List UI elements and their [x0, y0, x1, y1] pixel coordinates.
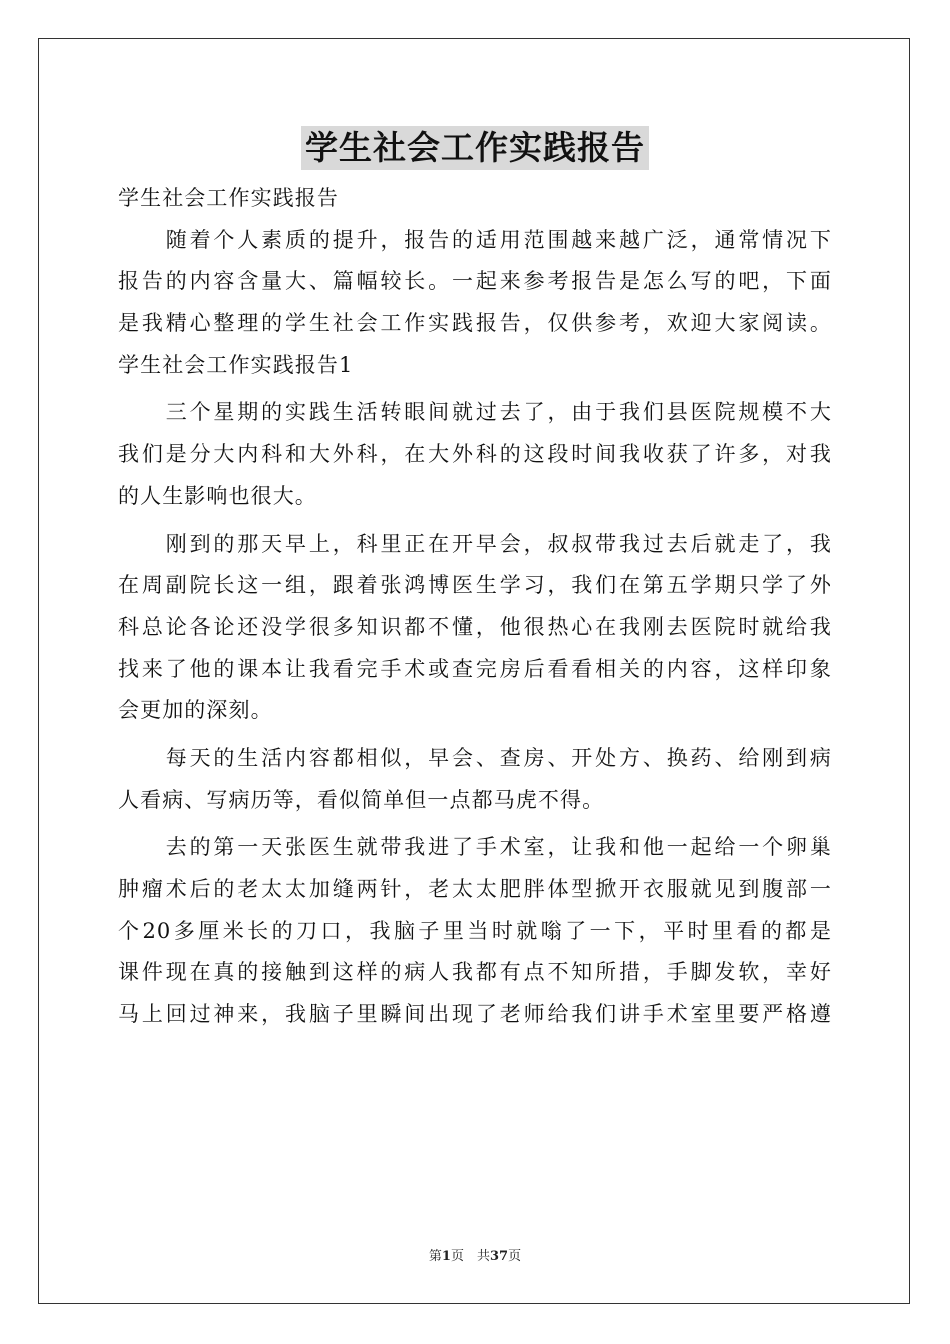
text-line: 报告的内容含量大、篇幅较长。一起来参考报告是怎么写的吧，下面 [118, 269, 832, 294]
footer-suffix: 页 [508, 1249, 522, 1264]
text-line: 找来了他的课本让我看完手术或查完房后看看相关的内容，这样印象 [118, 656, 832, 681]
text-line: 课件现在真的接触到这样的病人我都有点不知所措，手脚发软，幸好 [118, 960, 832, 985]
text-line: 是我精心整理的学生社会工作实践报告，仅供参考，欢迎大家阅读。 [118, 311, 832, 336]
footer-mid: 页 共 [450, 1249, 490, 1264]
text-line: 三个星期的实践生活转眼间就过去了，由于我们县医院规模不大 [118, 400, 832, 425]
title-container [0, 126, 950, 170]
paragraph-3 [118, 738, 832, 821]
text-line: 会更加的深刻。 [118, 698, 273, 723]
footer-prefix: 第 [428, 1249, 442, 1264]
paragraph-4 [118, 827, 832, 1035]
text-line: 肿瘤术后的老太太加缝两针，老太太肥胖体型掀开衣服就见到腹部一 [118, 877, 832, 901]
section-heading: 学生社会工作实践报告1 [118, 352, 354, 377]
text-line: 马上回过神来，我脑子里瞬间出现了老师给我们讲手术室里要严格遵 [118, 1002, 832, 1027]
text-line: 刚到的那天早上，科里正在开早会，叔叔带我过去后就走了，我 [118, 531, 832, 556]
subtitle: 学生社会工作实践报告 [118, 186, 339, 210]
text-line: 在周副院长这一组，跟着张鸿博医生学习，我们在第五学期只学了外 [118, 573, 832, 598]
paragraph-1 [118, 392, 832, 517]
page-total: 37 [489, 1249, 509, 1264]
paragraph-2 [118, 524, 832, 732]
text-line: 我们是分大内科和大外科，在大外科的这段时间我收获了许多，对我 [118, 442, 832, 467]
text-line: 每天的生活内容都相似，早会、查房、开处方、换药、给刚到病 [118, 745, 832, 770]
text-line: 人看病、写病历等，看似简单但一点都马虎不得。 [118, 787, 605, 812]
text-line: 去的第一天张医生就带我进了手术室，让我和他一起给一个卵巢 [118, 835, 832, 860]
page-number: 1 [441, 1249, 451, 1264]
text-line: 个20多厘米长的刀口，我脑子里当时就嗡了一下，平时里看的都是 [118, 918, 832, 943]
intro-paragraph [118, 220, 832, 345]
document-title: 学生社会工作实践报告 [301, 126, 649, 170]
text-line: 随着个人素质的提升，报告的适用范围越来越广泛，通常情况下 [118, 227, 832, 252]
document-body [118, 178, 832, 1036]
text-line: 的人生影响也很大。 [118, 483, 317, 508]
page-footer [0, 1245, 950, 1264]
text-line: 科总论各论还没学很多知识都不懂，他很热心在我刚去医院时就给我 [118, 614, 832, 639]
